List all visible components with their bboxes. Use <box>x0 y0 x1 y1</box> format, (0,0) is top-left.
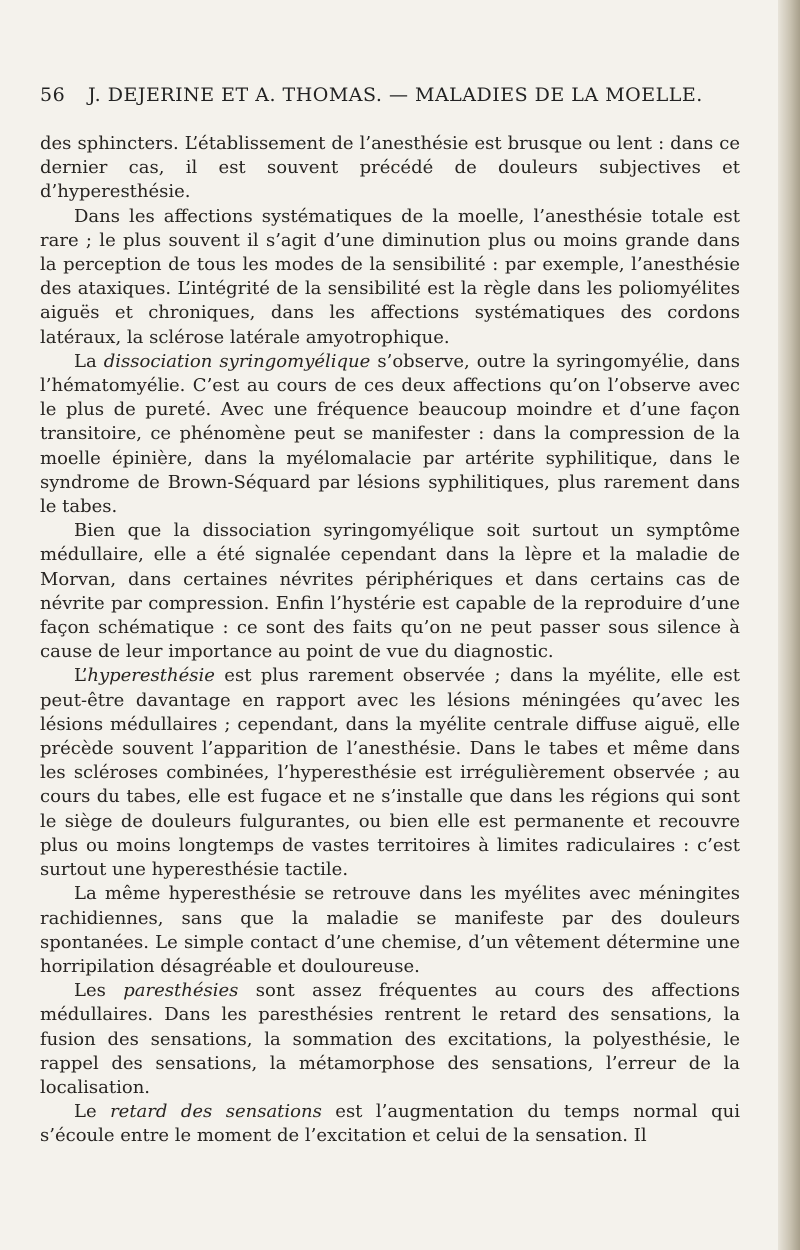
paragraph-meningitis-hyperesthesia: La même hyperesthésie se retrouve dans les myélites avec méningites rachidiennes, sans que la maladie se manifeste par des douleurs spontanées. Le simple contact d’une chemise, d’un vêtement détermine une horripilation désagréable et douloureuse. <box>40 883 740 977</box>
body-text <box>40 132 740 1149</box>
paragraph-rest: est plus rarement observée ; dans la myélite, elle est peut-être davantage en rapport avec les lésions méningées qu’avec les lésions médullaires ; cependant, dans la myélite centrale diffuse aiguë, elle précède souvent l’apparition de l’anesthésie. Dans le tabes et même dans les scléroses combinées, l’hyperesthésie est irrégulièrement observée ; au cours du tabes, elle est fugace et ne s’installe que dans les régions qui sont le siège de douleurs fulgurantes, ou bien elle est permanente et recouvre plus ou moins longtemps de vastes territoires à limites radiculaires : c’est surtout une hyperesthésie tactile. <box>40 665 740 881</box>
italic-term-paresthesias: paresthésies <box>123 980 239 1002</box>
paragraph-rest: est l’augmentation du temps normal qui s’écoule entre le moment de l’excitation et celui de la sensation. Il <box>40 1101 740 1147</box>
paragraph-rest: s’observe, outre la syringomyélie, dans l’hématomyélie. C’est au cours de ces deux affections qu’on l’observe avec le plus de pureté. Avec une fréquence beaucoup moindre et d’une façon transitoire, ce phénomène peut se manifester : dans la compression de la moelle épinière, dans la myélomalacie par artérite syphilitique, dans le syndrome de Brown-Séquard par lésions syphilitiques, plus rarement dans le tabes. <box>40 350 741 518</box>
paragraph-systematic-affections: Dans les affections systématiques de la moelle, l’anesthésie totale est rare ; le plus souvent il s’agit d’une diminution plus ou moins grande dans la perception de tous les modes de la sensibilité : par exemple, l’anesthésie des ataxiques. L’intégrité de la sensibilité est la règle dans les poliomyélites aiguës et chroniques, dans les affections systématiques des cordons latéraux, la sclérose latérale amyotrophique. <box>40 205 740 348</box>
running-head <box>40 84 740 110</box>
paragraph-lead: L’ <box>74 665 88 687</box>
italic-term-dissociation: dissociation syringomyélique <box>103 350 371 372</box>
paragraph-sphincters: des sphincters. L’établissement de l’anesthésie est brusque ou lent : dans ce dernier cas, il est souvent précédé de douleurs subjectives et d’hyperesthésie. <box>40 133 740 203</box>
page-number: 56 <box>40 84 66 106</box>
paragraph-lead: La <box>74 350 104 372</box>
paragraph-syringomyelic-dissociation <box>40 350 740 519</box>
paragraph-sensation-delay <box>40 1100 740 1148</box>
scan-page-edge <box>778 0 800 1250</box>
italic-term-hyperesthesia: hyperesthésie <box>87 665 215 687</box>
paragraph-rest: sont assez fréquentes au cours des affections médullaires. Dans les paresthésies rentrent le retard des sensations, la fusion des sensations, la sommation des excitations, la polyesthésie, le rappel des sensations, la métamorphose des sensations, l’erreur de la localisation. <box>40 980 740 1098</box>
book-page <box>40 84 740 1149</box>
paragraph-lead: Les <box>74 980 124 1002</box>
paragraph-lead: Le <box>74 1101 111 1123</box>
paragraph-hyperesthesia <box>40 664 740 882</box>
paragraph-dissociation-elsewhere: Bien que la dissociation syringomyélique soit surtout un symptôme médullaire, elle a été signalée cependant dans la lèpre et la maladie de Morvan, dans certaines névrites périphériques et dans certains cas de névrite par compression. Enfin l’hystérie est capable de la reproduire d’une façon schématique : ce sont des faits qu’on ne peut passer sous silence à cause de leur importance au point de vue du diagnostic. <box>40 520 740 663</box>
running-title: J. DEJERINE ET A. THOMAS. — MALADIES DE LA MOELLE. <box>88 84 703 106</box>
italic-term-sensation-delay: retard des sensations <box>110 1101 322 1123</box>
paragraph-paresthesias <box>40 979 740 1100</box>
